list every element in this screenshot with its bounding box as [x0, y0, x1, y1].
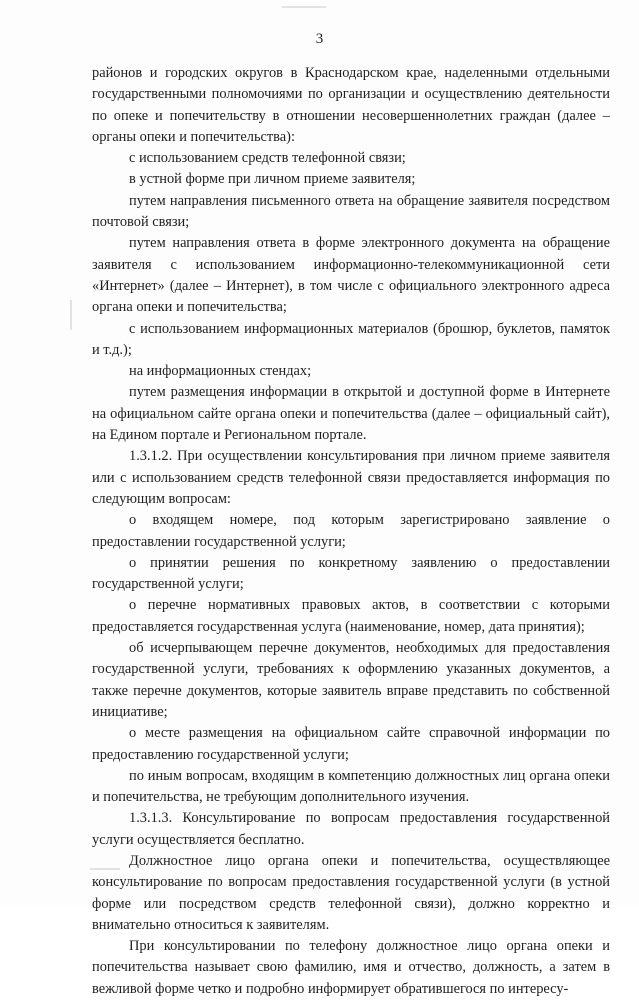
scan-artifact	[70, 300, 72, 330]
paragraph: 1.3.1.2. При осуществлении консультирования при личном приеме заявителя или с использованием средств телефонной связи предоставляется информация по следующим вопросам:	[92, 448, 610, 507]
paragraph: о месте размещения на официальном сайте справочной информации по предоставлению государственной услуги;	[92, 725, 610, 763]
paragraph: районов и городских округов в Краснодарском крае, наделенными отдельными государственными полномочиями по организации и осуществлению деятельности по опеке и попечительству в отношении несовершеннолетних граждан (далее – органы опеки и попечительства):	[92, 65, 610, 145]
scan-artifact	[282, 6, 326, 8]
paragraph: путем размещения информации в открытой и доступной форме в Интернете на официальном сайте органа опеки и попечительства (далее – официальный сайт), на Едином портале и Региональном портале.	[92, 384, 610, 444]
paragraph: об исчерпывающем перечне документов, необходимых для предоставления государственной услуги, требованиях к оформлению указанных документов, а также перечне документов, которые заявитель вправе представить по собственной инициативе;	[92, 640, 610, 720]
body-text	[92, 63, 610, 1000]
paragraph: в устной форме при личном приеме заявителя;	[129, 171, 416, 188]
paragraph: 1.3.1.3. Консультирование по вопросам предоставления государственной услуги осуществляется бесплатно.	[92, 810, 610, 848]
paragraph: о принятии решения по конкретному заявлению о предоставлении государственной услуги;	[92, 554, 610, 593]
page-number: 3	[315, 31, 324, 47]
paragraph: на информационных стендах;	[129, 363, 312, 380]
paragraph: о входящем номере, под которым зарегистрировано заявление о предоставлении государственной услуги;	[92, 512, 610, 550]
paragraph: путем направления ответа в форме электронного документа на обращение заявителя с использованием информационно-телекоммуникационной сети «Интернет» (далее – Интернет), в том числе с официального электронного адреса органа опеки и попечительства;	[92, 235, 610, 316]
paragraph: по иным вопросам, входящим в компетенцию должностных лиц органа опеки и попечительства, не требующим дополнительного изучения.	[92, 767, 610, 806]
paragraph: При консультировании по телефону должностное лицо органа опеки и попечительства называет свою фамилию, имя и отчество, должность, а затем в вежливой форме четко и подробно информирует обратившегося по интересу-	[92, 938, 610, 997]
paragraph: о перечне нормативных правовых актов, в соответствии с которыми предоставляется государственная услуга (наименование, номер, дата принятия);	[92, 597, 610, 635]
paragraph: путем направления письменного ответа на обращение заявителя посредством почтовой связи;	[92, 192, 610, 231]
paragraph: с использованием информационных материалов (брошюр, буклетов, памяток и т.д.);	[92, 320, 610, 358]
paragraph: Должностное лицо органа опеки и попечительства, осуществляющее консультирование по вопросам предоставления государственной услуги (в устной форме или посредством средств телефонной связи), должно корректно и внимательно относиться к заявителям.	[92, 852, 610, 933]
paragraph: с использованием средств телефонной связи;	[129, 150, 406, 167]
